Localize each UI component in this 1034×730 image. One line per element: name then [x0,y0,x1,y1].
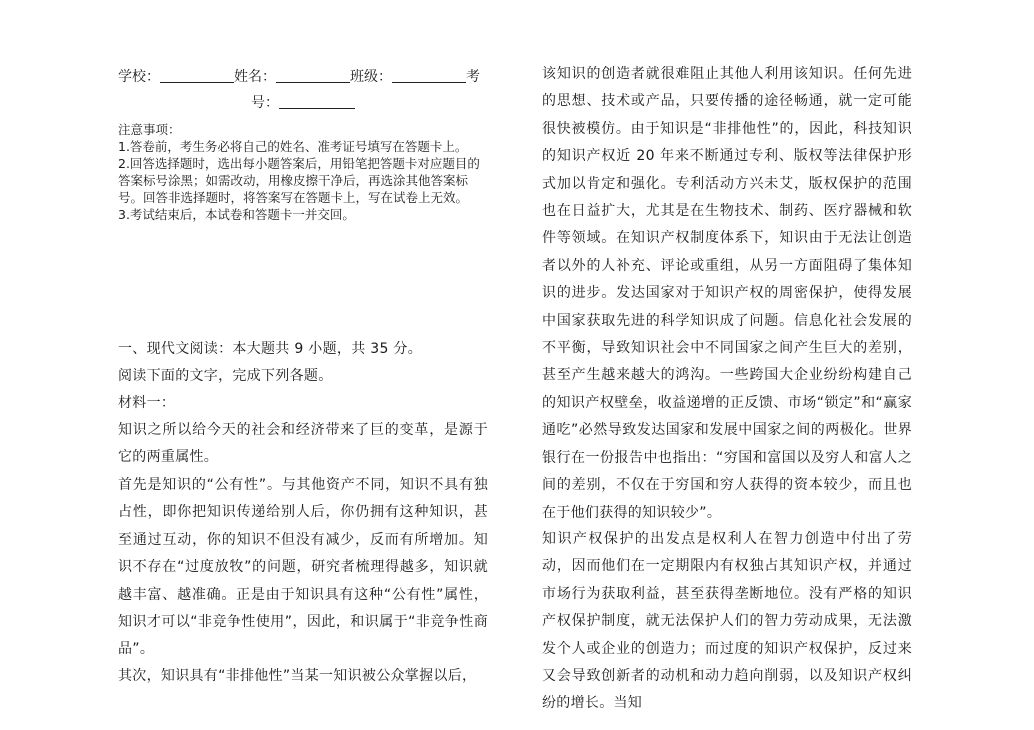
class-blank[interactable] [392,68,466,83]
material1-paragraph-4: 知识产权保护的出发点是权利人在智力创造中付出了劳动，因而他们在一定期限内有权独占其知识产权，并通过市场行为获取利益，甚至获得垄断地位。没有严格的知识产权保护制度，就无法保护人们的智力劳动成果，无法激发个人或企业的创造力；而过度的知识产权保护，反过来又会导致创新者的动机和动力趋向削弱，以及知识产权纠纷的增长。当知 [542,531,912,712]
exam-number-line [118,92,488,112]
note-item-1: 1.答卷前，考生务必将自己的姓名、准考证号填写在答题卡上。 [118,139,468,154]
school-label: 学校： [118,69,160,85]
note-item-2: 2.回答选择题时，选出每小题答案后，用铅笔把答题卡对应题目的答案标号涂黑；如需改动，用橡皮擦干净后，再选涂其他答案标号。回答非选择题时，将答案写在答题卡上，写在试卷上无效。 [118,156,480,205]
notes-title: 注意事项： [118,122,181,137]
name-label: 姓名： [234,69,276,85]
material-label: 材料一： [118,395,176,411]
note-item-3: 3.考试结束后，本试卷和答题卡一并交回。 [118,207,355,222]
student-info-line [118,66,488,86]
school-blank[interactable] [160,68,234,83]
exam-number-label-part1: 考 [466,69,480,85]
exam-number-blank[interactable] [279,94,355,109]
section-heading: 一、现代文阅读：本大题共 9 小题，共 35 分。 [118,341,423,357]
class-label: 班级： [350,69,392,85]
reading-instruction: 阅读下面的文字，完成下列各题。 [118,368,333,384]
exam-number-label-part2: 号： [251,95,279,111]
material1-paragraph-1: 知识之所以给今天的社会和经济带来了巨的变革，是源于它的两重属性。 [118,422,488,466]
material1-paragraph-2: 首先是知识的“公有性”。与其他资产不同，知识不具有独占性，即你把知识传递给别人后，你仍拥有这种知识，甚至通过互动，你的知识不但没有减少，反而有所增加。知识不存在“过度放牧”的问题，研究者梳理得越多，知识就越丰富、越准确。正是由于知识具有这种“公有性”属性，知识才可以“非竞争性使用”，因此，和识属于“非竞争性商品”。 [118,477,488,658]
name-blank[interactable] [276,68,350,83]
material1-paragraph-3-continued: 该知识的创造者就很难阻止其他人利用该知识。任何先进的思想、技术或产品，只要传播的途径畅通，就一定可能很快被模仿。由于知识是“非排他性”的，因此，科技知识的知识产权近 20 年来不断通过专利、版权等法律保护形式加以肯定和强化。专利活动方兴未艾，版权保护的范围也在日益扩大，尤其是在生物技术、制药、医疗器械和软件等领域。在知识产权制度体系下，知识由于无法让创造者以外的人补充、评论或重组，从另一方面阻碍了集体知识的进步。发达国家对于知识产权的周密保护，使得发展中国家获取先进的科学知识成了问题。信息化社会发展的不平衡，导致知识社会中不同国家之间产生巨大的差别，甚至产生越来越大的鸿沟。一些跨国大企业纷纷构建自己的知识产权壁垒，收益递增的正反馈、市场“锁定”和“赢家通吃”必然导致发达国家和发展中国家之间的两极化。世界银行在一份报告中也指出：“穷国和富国以及穷人和富人之间的差别，不仅在于穷国和穷人获得的资本较少，而且也在于他们获得的知识较少”。 [542,66,912,521]
exam-notes [118,121,488,223]
material1-paragraph-3: 其次，知识具有“非排他性”当某一知识被公众掌握以后， [118,668,477,684]
